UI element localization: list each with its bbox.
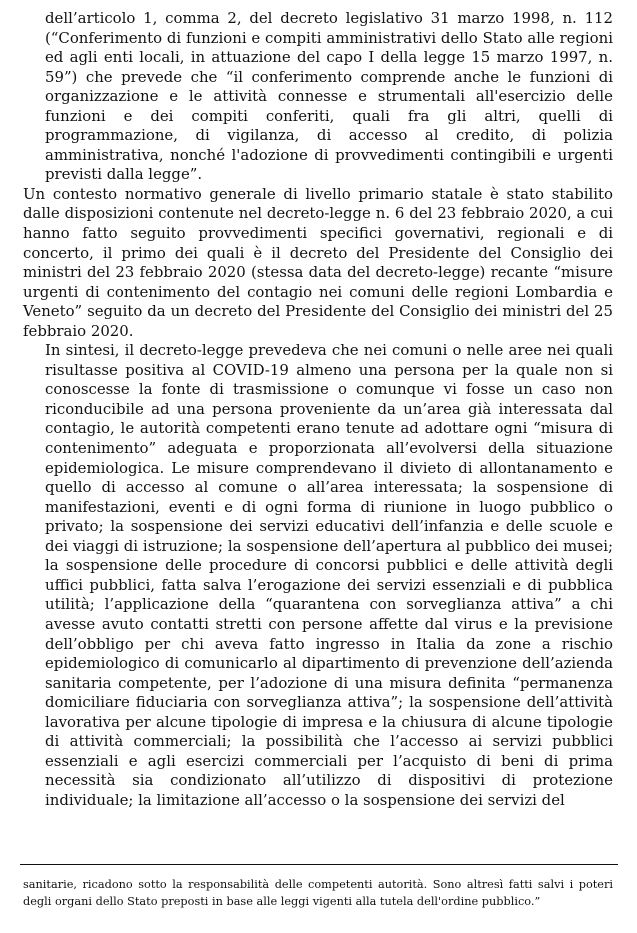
footnote-text: sanitarie, ricadono sotto la responsabilità delle competenti autorità. Sono altresì fatti salvi i poteri degli organi dello Stato preposti in base alle leggi vigenti alla tutela dell'ordine pubblico.” xyxy=(23,878,613,908)
paragraph-summary: In sintesi, il decreto-legge prevedeva che nei comuni o nelle aree nei quali risultasse positiva al COVID-19 almeno una persona per la quale non si conoscesse la fonte di trasmissione o comunque vi fosse un caso non riconducibile ad una persona proveniente da un’area già interessata dal contagio, le autorità competenti erano tenute ad adottare ogni “misura di contenimento” adeguata e proporzionata all’evolversi della situazione epidemiologica. Le misure comprendevano il divieto di allontanamento e quello di accesso al comune o all’area interessata; la sospensione di manifestazioni, eventi e di ogni forma di riunione in luogo pubblico o privato; la sospensione dei servizi educativi dell’infanzia e delle scuole e dei viaggi di istruzione; la sospensione dell’apertura al pubblico dei musei; la sospensione delle procedure di concorsi pubblici e delle attività degli uffici pubblici, fatta salva l’erogazione dei servizi essenziali e di pubblica utilità; l’applicazione della “quarantena con sorveglianza attiva” a chi avesse avuto contatti stretti con persone affette dal virus e la previsione dell’obbligo per chi aveva fatto ingresso in Italia da zone a rischio epidemiologico di comunicarlo al dipartimento di prevenzione dell’azienda sanitaria competente, per l’adozione di una misura definita “permanenza domiciliare fiduciaria con sorveglianza attiva”; la sospensione dell’attività lavorativa per alcune tipologie di impresa e la chiusura di alcune tipologie di attività commerciali; la possibilità che l’accesso ai servizi pubblici essenziali e agli esercizi commerciali per l’acquisto di beni di prima necessità sia condizionato all’utilizzo di dispositivi di protezione individuale; la limitazione all’accesso o la sospensione dei servizi del xyxy=(45,341,613,809)
body-text xyxy=(23,9,613,810)
footnote xyxy=(23,877,613,910)
paragraph-continuation: dell’articolo 1, comma 2, del decreto legislativo 31 marzo 1998, n. 112 (“Conferimento di funzioni e compiti amministrativi dello Stato alle regioni ed agli enti locali, in attuazione del capo I della legge 15 marzo 1997, n. 59”) che prevede che “il conferimento comprende anche le funzioni di organizzazione e le attività connesse e strumentali all'esercizio delle funzioni e dei compiti conferiti, quali fra gli altri, quelli di programmazione, di vigilanza, di accesso al credito, di polizia amministrativa, nonché l'adozione di provvedimenti contingibili e urgenti previsti dalla legge”. xyxy=(45,9,613,184)
footnote-separator xyxy=(20,864,618,865)
paragraph-normative-context: Un contesto normativo generale di livello primario statale è stato stabilito dalle disposizioni contenute nel decreto-legge n. 6 del 23 febbraio 2020, a cui hanno fatto seguito provvedimenti specifici governativi, regionali e di concerto, il primo dei quali è il decreto del Presidente del Consiglio dei ministri del 23 febbraio 2020 (stessa data del decreto-legge) recante “misure urgenti di contenimento del contagio nei comuni delle regioni Lombardia e Veneto” seguito da un decreto del Presidente del Consiglio dei ministri del 25 febbraio 2020. xyxy=(23,184,613,340)
